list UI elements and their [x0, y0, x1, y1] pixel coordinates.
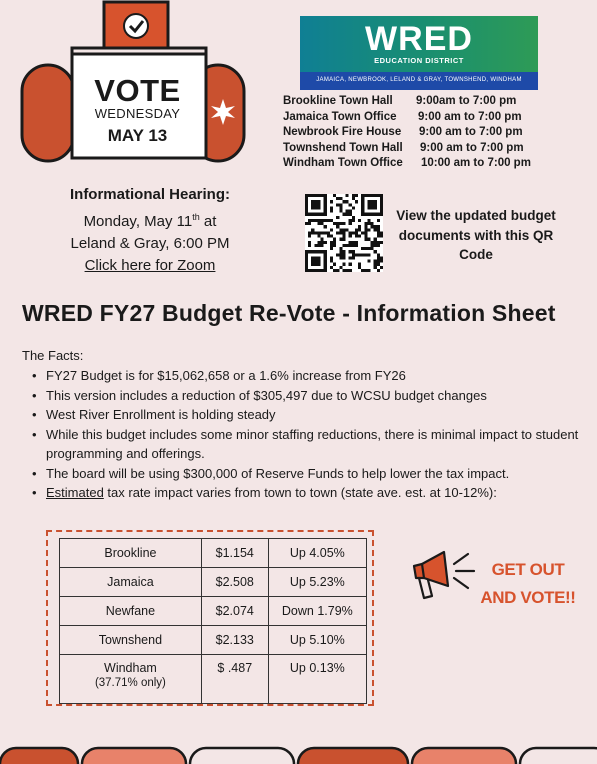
rate-cell: $ .487	[201, 655, 268, 704]
change-cell: Up 4.05%	[268, 539, 366, 568]
list-item: • The board will be using $300,000 of Reserve Funds to help lower the tax impact.	[46, 464, 596, 484]
hearing-date-suffix: th	[192, 212, 200, 222]
table-row	[60, 568, 367, 597]
zoom-link[interactable]: Click here for Zoom	[84, 257, 216, 274]
estimated-text: tax rate impact varies from town to town (state ave. est. at 10-12%):	[103, 485, 497, 500]
table-row	[60, 597, 367, 626]
hearing-date-text: Monday, May 11	[83, 213, 193, 230]
poll-hours: 9:00 am to 7:00 pm	[419, 126, 523, 138]
list-item: • This version includes a reduction of $305,497 due to WCSU budget changes	[46, 386, 596, 406]
poll-hours: 9:00 am to 7:00 pm	[418, 110, 522, 123]
list-item	[46, 483, 596, 503]
hearing-date	[45, 206, 255, 233]
poll-hours: 9:00 am to 7:00 pm	[420, 141, 524, 154]
change-cell: Up 5.10%	[268, 626, 366, 655]
rate-cell: $2.133	[201, 626, 268, 655]
rate-cell: $2.508	[201, 568, 268, 597]
page-title: WRED FY27 Budget Re-Vote - Information Sheet	[22, 300, 556, 326]
table-row	[60, 655, 367, 704]
town-cell: Townshend	[60, 626, 202, 655]
poll-location: Townshend Town Hall	[283, 141, 403, 154]
town-cell: Newfane	[60, 597, 202, 626]
table-row	[60, 539, 367, 568]
town-cell: Brookline	[60, 539, 202, 568]
tax-rate-table	[59, 538, 367, 704]
poll-row	[283, 95, 583, 111]
town-name: Windham	[104, 661, 157, 675]
vote-day: WEDNESDAY	[94, 106, 181, 121]
poll-hours: 9:00am to 7:00 pm	[416, 95, 517, 107]
logo-towns: JAMAICA, NEWBROOK, LELAND & GRAY, TOWNSHEND, WINDHAM	[316, 77, 522, 83]
table-row	[60, 626, 367, 655]
change-cell: Up 5.23%	[268, 568, 366, 597]
logo-name: WRED	[365, 20, 473, 58]
poll-row	[283, 126, 583, 142]
poll-row	[283, 111, 583, 127]
rate-cell: $2.074	[201, 597, 268, 626]
qr-code[interactable]	[305, 194, 383, 272]
polling-places	[283, 95, 583, 173]
hearing-date-at: at	[199, 213, 217, 230]
facts-list	[24, 366, 596, 503]
poll-row	[283, 157, 583, 173]
logo-subtitle: EDUCATION DISTRICT	[374, 56, 464, 65]
vote-title: VOTE	[94, 73, 181, 108]
vote-date: MAY 13	[107, 126, 168, 145]
poll-location: Brookline Town Hall	[283, 95, 393, 107]
footer-decoration	[0, 740, 597, 764]
list-item: • While this budget includes some minor staffing reductions, there is minimal impact to student programming and offerings.	[46, 425, 596, 464]
town-cell: Jamaica	[60, 568, 202, 597]
estimated-label: Estimated	[46, 485, 104, 500]
hearing-location: Leland & Gray, 6:00 PM	[70, 235, 230, 252]
poll-location: Newbrook Fire House	[283, 126, 402, 138]
callout-line-2: AND VOTE!!	[480, 588, 576, 607]
qr-caption: View the updated budget documents with this QR Code	[396, 208, 556, 262]
rate-cell: $1.154	[201, 539, 268, 568]
hearing-title: Informational Hearing:	[69, 186, 230, 203]
town-cell	[60, 655, 202, 704]
town-note: (37.71% only)	[94, 677, 166, 689]
poll-row	[283, 142, 583, 158]
hearing-info	[45, 184, 255, 277]
wred-logo	[300, 16, 538, 90]
list-item: • West River Enrollment is holding steady	[46, 405, 596, 425]
change-cell: Up 0.13%	[268, 655, 366, 704]
facts-label: The Facts:	[22, 348, 84, 363]
callout-line-1: GET OUT	[491, 560, 565, 579]
poll-hours: 10:00 am to 7:00 pm	[421, 157, 531, 169]
change-cell: Down 1.79%	[268, 597, 366, 626]
check-circle-icon	[124, 14, 148, 38]
list-item: • FY27 Budget is for $15,062,658 or a 1.6% increase from FY26	[46, 366, 596, 386]
poll-location: Jamaica Town Office	[283, 110, 397, 123]
get-out-and-vote-callout	[468, 556, 588, 612]
poll-location: Windham Town Office	[283, 157, 403, 169]
